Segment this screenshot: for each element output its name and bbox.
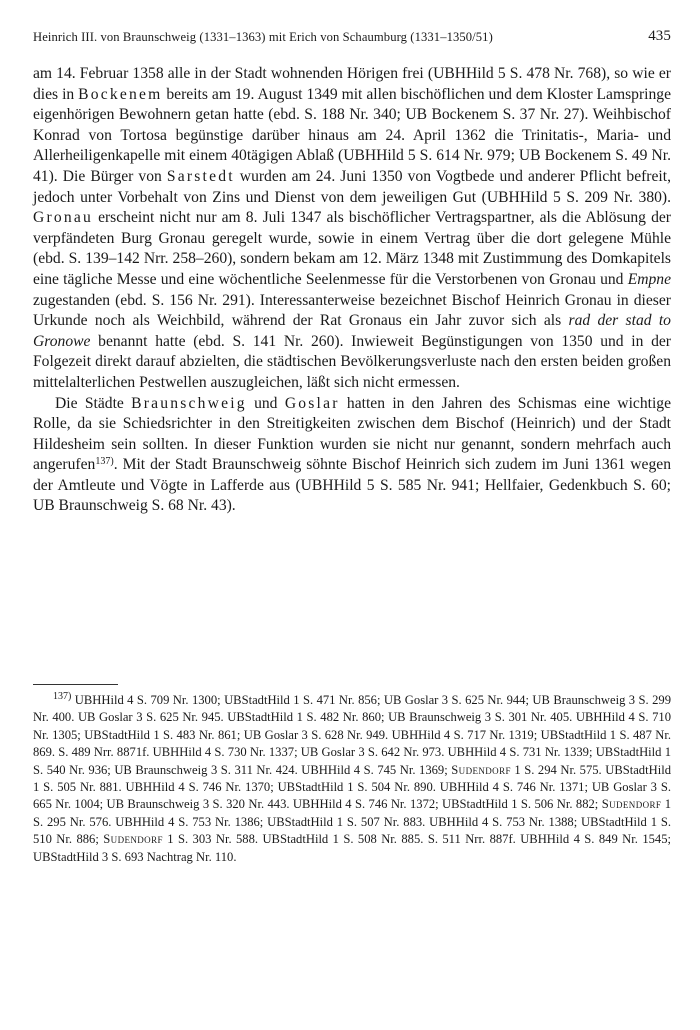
- text-run: wurden am 24. Juni 1350 von Vogtbede und anderer Pflicht befreit, jedoch unter Vorbehalt von Zins und Dienst von dem jeweiligen Gut (UBHHild 5 S. 209 Nr. 380).: [33, 167, 671, 206]
- footnote-text: 1 S. 294 Nr. 575. UBStadtHild 1 S. 505 Nr. 881. UBHHild 4 S. 746 Nr. 1370; UBStadtHild 1 S. 504 Nr. 890. UBHHild 4 S. 746 Nr. 1371; UB Goslar 3 S. 665 Nr. 1004; UB Braunschweig 3 S. 320 Nr. 443. UBHHild 4 S. 746 Nr. 1372; UBStadtHild 1 S. 506 Nr. 882;: [33, 762, 671, 812]
- place-empne: Empne: [627, 270, 671, 288]
- paragraph-2: [33, 394, 671, 518]
- text-run: Die Städte: [55, 394, 132, 412]
- place-braunschweig: Braunschweig: [131, 394, 247, 412]
- text-run: erscheint nicht nur am 8. Juli 1347 als bischöflicher Vertragspartner, als die Ablösung der verpfändeten Burg Gronau geregelt wurde, sowie in einem Vertrag über die dort gelegene Mühle (ebd. S. 139–142 Nrr. 258–260), sondern bekam am 12. März 1348 mit Zustimmung des Domkapitels eine tägliche Messe und eine wöchentliche Seelenmesse für die Verstorbenen von Gronau und: [33, 209, 671, 288]
- main-text: [33, 64, 671, 517]
- footnote-137: [33, 692, 671, 866]
- place-sarstedt: Sarstedt: [166, 167, 235, 185]
- paragraph-1: [33, 64, 671, 394]
- place-gronau: Gronau: [33, 209, 93, 227]
- page-number: 435: [648, 28, 671, 44]
- text-run: am 14. Februar 1358 alle in der Stadt wohnenden Hörigen frei (UBHHild 5 S. 478 Nr. 768), so wie er dies in: [33, 65, 671, 103]
- place-bockenem: Bockenem: [78, 85, 163, 103]
- text-run: . Mit der Stadt Braunschweig söhnte Bischof Heinrich sich zudem im Juni 1361 wegen der Amtleute und Vögte in Lafferde aus (UBHHild 5 S. 585 Nr. 941; Hellfaier, Gedenkbuch S. 60; UB Braunschweig S. 68 Nr. 43).: [33, 456, 671, 515]
- footnote-text: UBHHild 4 S. 709 Nr. 1300; UBStadtHild 1 S. 471 Nr. 856; UB Goslar 3 S. 625 Nr. 944; UB Braunschweig 3 S. 299 Nr. 400. UB Goslar 3 S. 625 Nr. 945. UBStadtHild 1 S. 482 Nr. 860; UB Braunschweig 3 S. 301 Nr. 405. UBHHild 4 S. 710 Nr. 1305; UBStadtHild 1 S. 483 Nr. 861; UB Goslar 3 S. 628 Nr. 949. UBHHild 4 S. 717 Nr. 1319; UBStadtHild 1 S. 487 Nr. 869. S. 489 Nrr. 8871f. UBHHild 4 S. 730 Nr. 1337; UB Goslar 3 S. 642 Nr. 973. UBHHild 4 S. 731 Nr. 1339; UBStadtHild 1 S. 540 Nr. 936; UB Braunschweig 3 S. 311 Nr. 424. UBHHild 4 S. 745 Nr. 1369;: [33, 693, 671, 777]
- quotation: rad der stad to Gronowe: [33, 312, 671, 350]
- text-run: hatten in den Jahren des Schismas eine wichtige Rolle, da sie Schiedsrichter in den Streitigkeiten zwischen dem Bischof (Heinrich) und der Stadt Hildesheim sein sollten. In dieser Funktion wurden sie nicht nur genannt, sondern mehrfach auch angerufen: [33, 394, 672, 474]
- author-name: Sudendorf: [451, 762, 511, 777]
- footnote-text: 1 S. 303 Nr. 588. UBStadtHild 1 S. 508 Nr. 885. S. 511 Nrr. 887f. UBHHild 4 S. 849 Nr. 1545; UBStadtHild 3 S. 693 Nachtrag Nr. 110.: [33, 832, 672, 864]
- author-name: Sudendorf: [601, 797, 662, 812]
- footnote-marker: 137): [53, 691, 72, 702]
- text-run: benannt hatte (ebd. S. 141 Nr. 260). Inwieweit Begünstigungen von 1350 und in der Folgezeit direkt darauf abzielten, die städtischen Bevölkerungsverluste nach den ersten beiden großen mittelalterlichen Pestwellen auszugleichen, läßt sich nicht ermessen.: [33, 332, 671, 391]
- text-run: zugestanden (ebd. S. 156 Nr. 291). Interessanterweise bezeichnet Bischof Heinrich Gronau in dieser Urkunde noch als Weichbild, während der Rat Gronaus ein Jahr zuvor sich als: [33, 291, 671, 330]
- footnote-text: 1 S. 295 Nr. 576. UBHHild 4 S. 753 Nr. 1386; UBStadtHild 1 S. 507 Nr. 883. UBHHild 4 S. 753 Nr. 1388; UBStadtHild 1 S. 510 Nr. 886;: [33, 797, 671, 847]
- author-name: Sudendorf: [103, 832, 163, 847]
- footnote-reference[interactable]: 137): [95, 456, 114, 468]
- place-goslar: Goslar: [284, 394, 340, 412]
- running-header: [33, 30, 671, 45]
- footnote-divider: [33, 684, 118, 685]
- running-title: Heinrich III. von Braunschweig (1331–1363) mit Erich von Schaumburg (1331–1350/51): [33, 30, 493, 44]
- text-run: und: [246, 394, 285, 412]
- text-run: bereits am 19. August 1349 mit allen bischöflichen und dem Kloster Lamspringe eigenhörigen Bewohnern getan hatte (ebd. S. 188 Nr. 340; UB Bockenem S. 37 Nr. 27). Weihbischof Konrad von Tortosa begünstige darüber hinaus am 24. April 1362 die Trinitatis-, Maria- und Allerheiligenkapelle mit einem 40tägigen Ablaß (UBHHild 5 S. 614 Nr. 979; UB Bockenem S. 49 Nr. 41). Die Bürger von: [33, 85, 671, 185]
